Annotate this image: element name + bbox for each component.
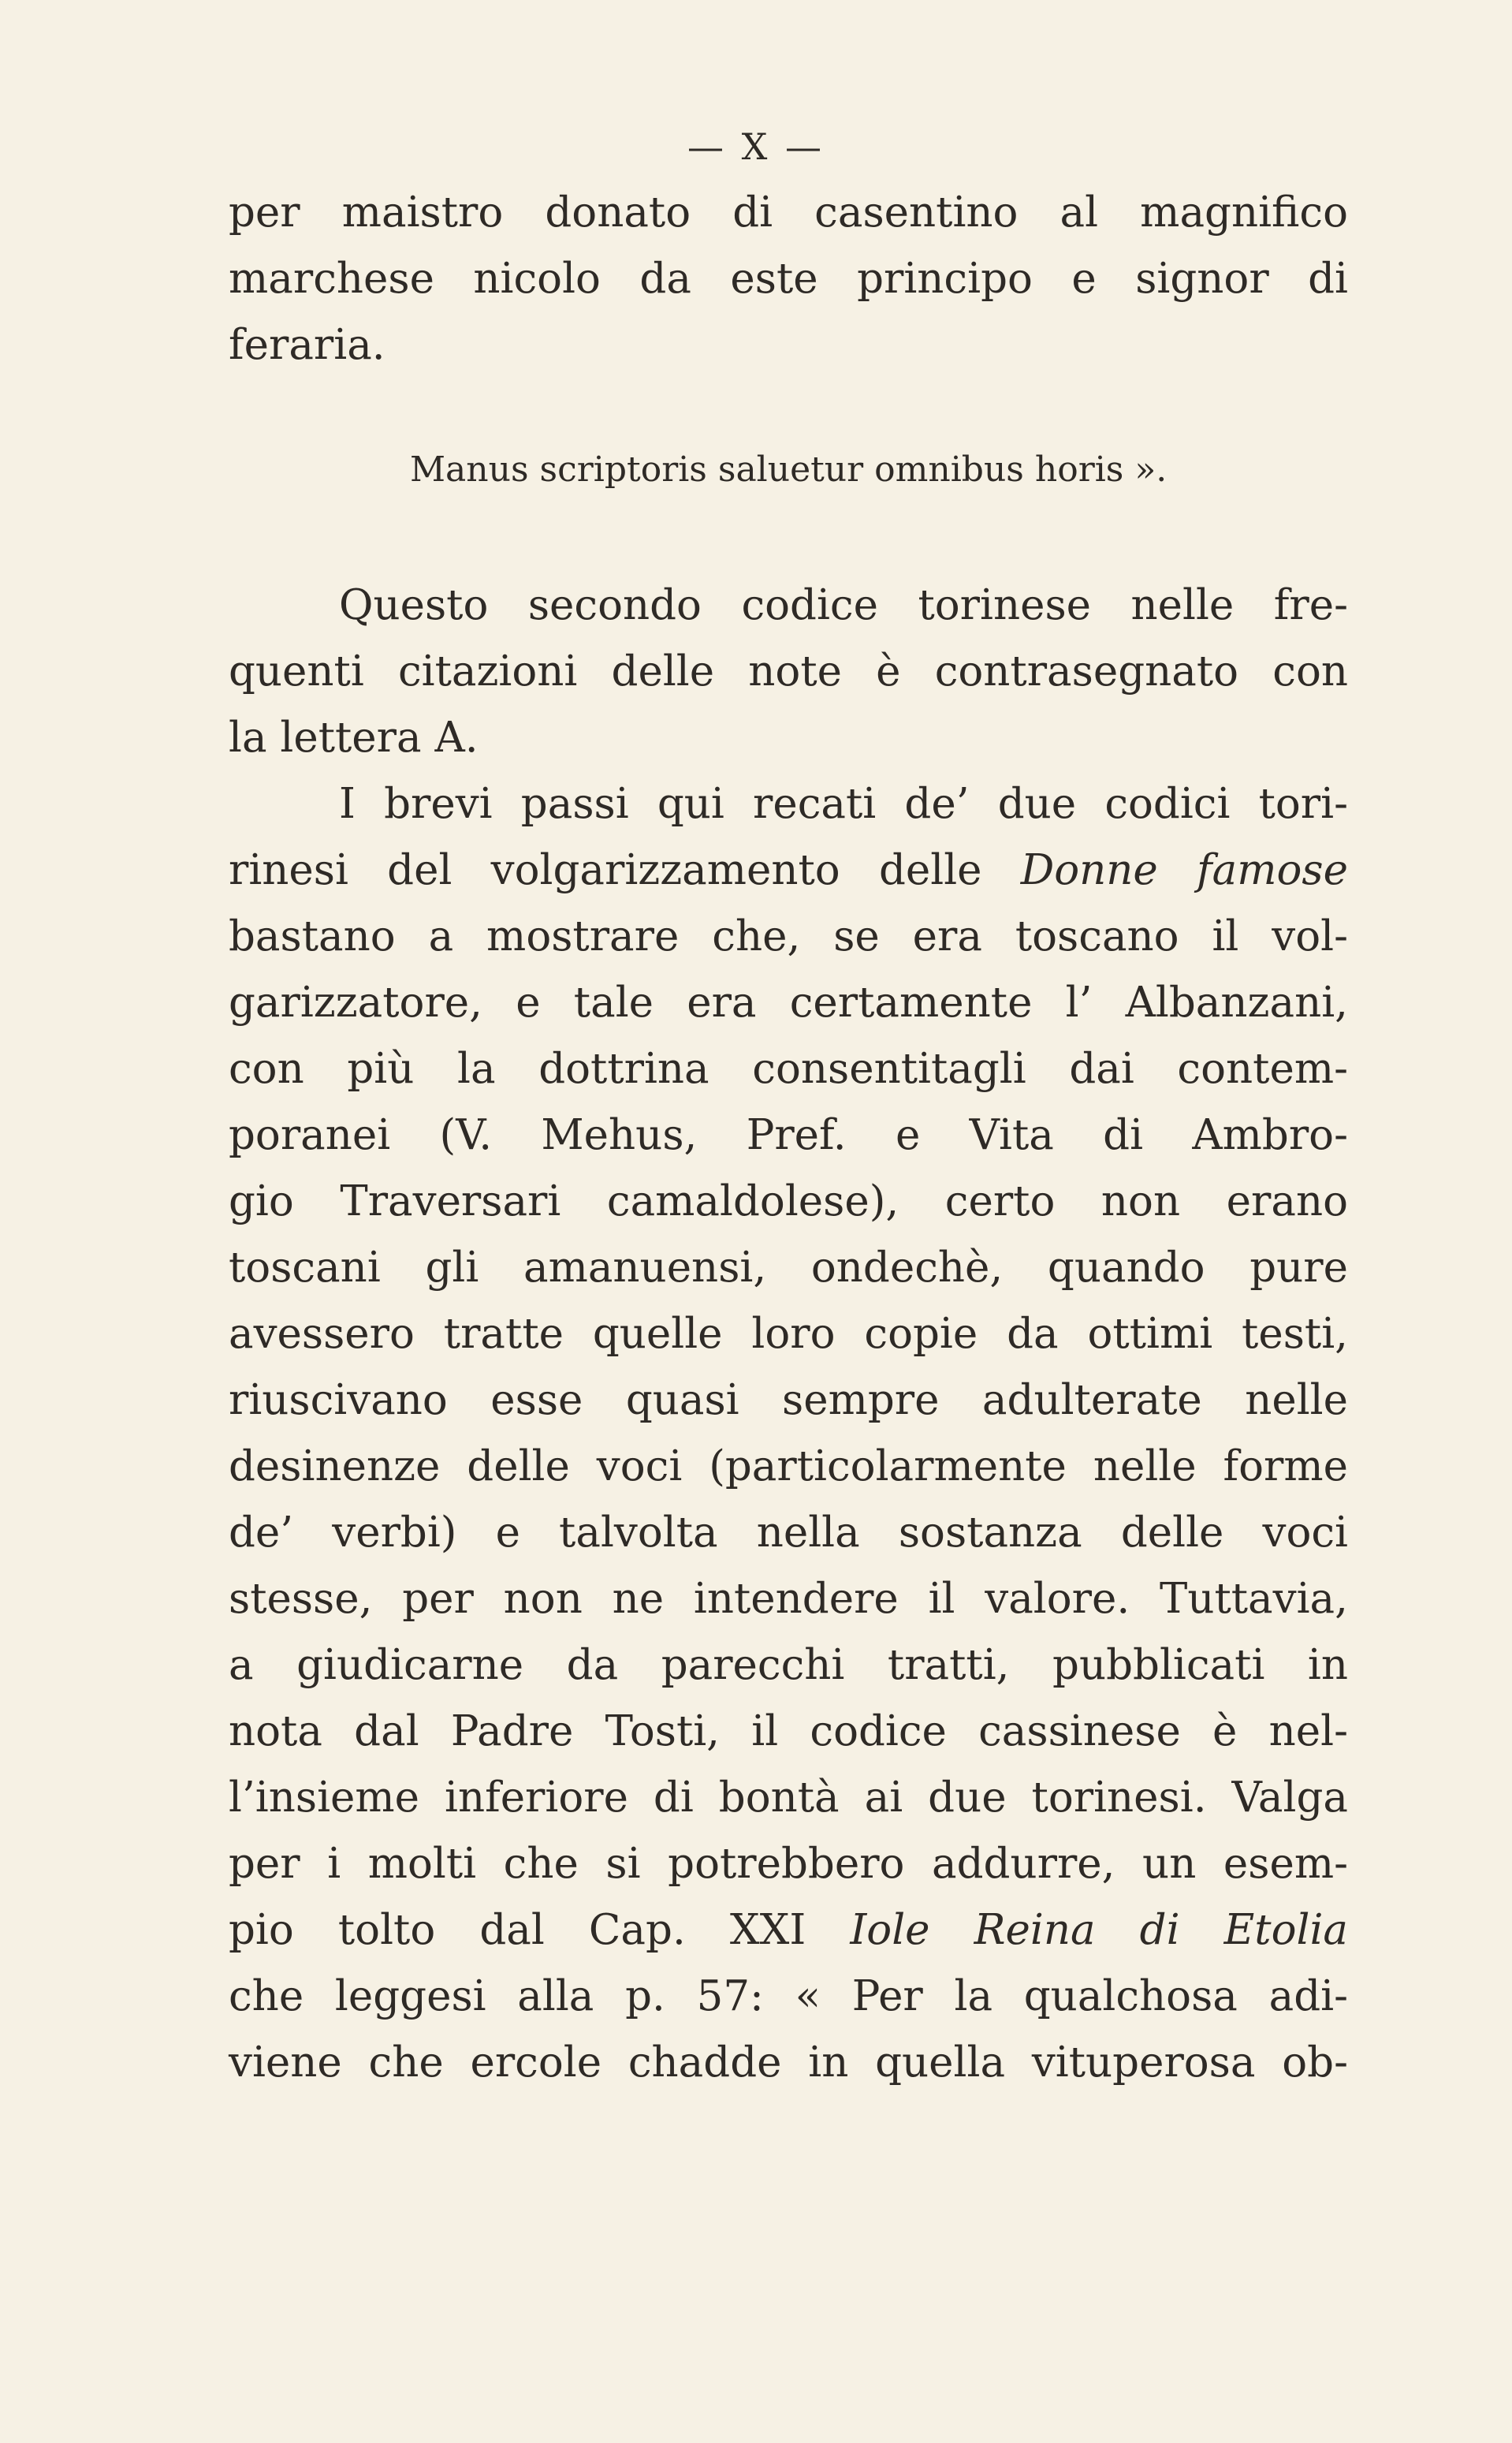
text-line: gio Traversari camaldolese), certo non erano xyxy=(229,1177,1348,1225)
text-line: de’ verbi) e talvolta nella sostanza delle voci xyxy=(229,1509,1348,1557)
text-line: a giudicarne da parecchi tratti, pubblicati in xyxy=(229,1641,1348,1689)
text-line: per maistro donato di casentino al magnifico xyxy=(229,188,1348,237)
text-line: desinenze delle voci (particolarmente nelle forme xyxy=(229,1442,1348,1490)
text-span: pio tolto dal Cap. XXI xyxy=(229,1906,851,1954)
text-line: I brevi passi qui recati de’ due codici tori- xyxy=(339,780,1348,828)
text-line: la lettera A. xyxy=(229,714,479,762)
text-line: marchese nicolo da este principo e signor di xyxy=(229,255,1348,303)
text-line: toscani gli amanuensi, ondechè, quando pure xyxy=(229,1244,1348,1292)
text-line: feraria. xyxy=(229,321,385,369)
text-line: Questo secondo codice torinese nelle fre- xyxy=(339,581,1348,629)
text-line: avessero tratte quelle loro copie da ottimi testi, xyxy=(229,1310,1348,1358)
text-line: con più la dottrina consentitagli dai contem- xyxy=(229,1045,1348,1093)
text-line xyxy=(229,1897,1348,1964)
text-span: rinesi del volgarizzamento delle xyxy=(229,846,1021,894)
text-line: bastano a mostrare che, se era toscano il vol- xyxy=(229,912,1348,960)
chapter-title-italic: Iole Reina di Etolia xyxy=(850,1906,1348,1954)
paragraph-1 xyxy=(229,573,1348,771)
text-line: garizzatore, e tale era certamente l’ Albanzani, xyxy=(229,979,1348,1027)
text-line: che leggesi alla p. 57: « Per la qualchosa adi- xyxy=(229,1972,1348,2020)
text-line: nota dal Padre Tosti, il codice cassinese è nel- xyxy=(229,1707,1348,1755)
text-line: l’insieme inferiore di bontà ai due torinesi. Valga xyxy=(229,1774,1348,1822)
text-line: quenti citazioni delle note è contrasegnato con xyxy=(229,647,1348,696)
paragraph-2 xyxy=(229,771,1348,2096)
text-line: stesse, per non ne intendere il valore. Tuttavia, xyxy=(229,1575,1348,1623)
text-line: viene che ercole chadde in quella vituperosa ob- xyxy=(229,2038,1348,2087)
book-title-italic: Donne famose xyxy=(1020,846,1348,894)
page-number: — X — xyxy=(687,125,825,168)
scribe-signature: Manus scriptoris saluetur omnibus horis ». xyxy=(410,449,1168,490)
text-line: per i molti che si potrebbero addurre, un esem- xyxy=(229,1840,1348,1888)
text-line: poranei (V. Mehus, Pref. e Vita di Ambro- xyxy=(229,1111,1348,1159)
text-line xyxy=(229,837,1348,904)
colophon-text xyxy=(229,180,1348,379)
text-line: riuscivano esse quasi sempre adulterate nelle xyxy=(229,1376,1348,1424)
